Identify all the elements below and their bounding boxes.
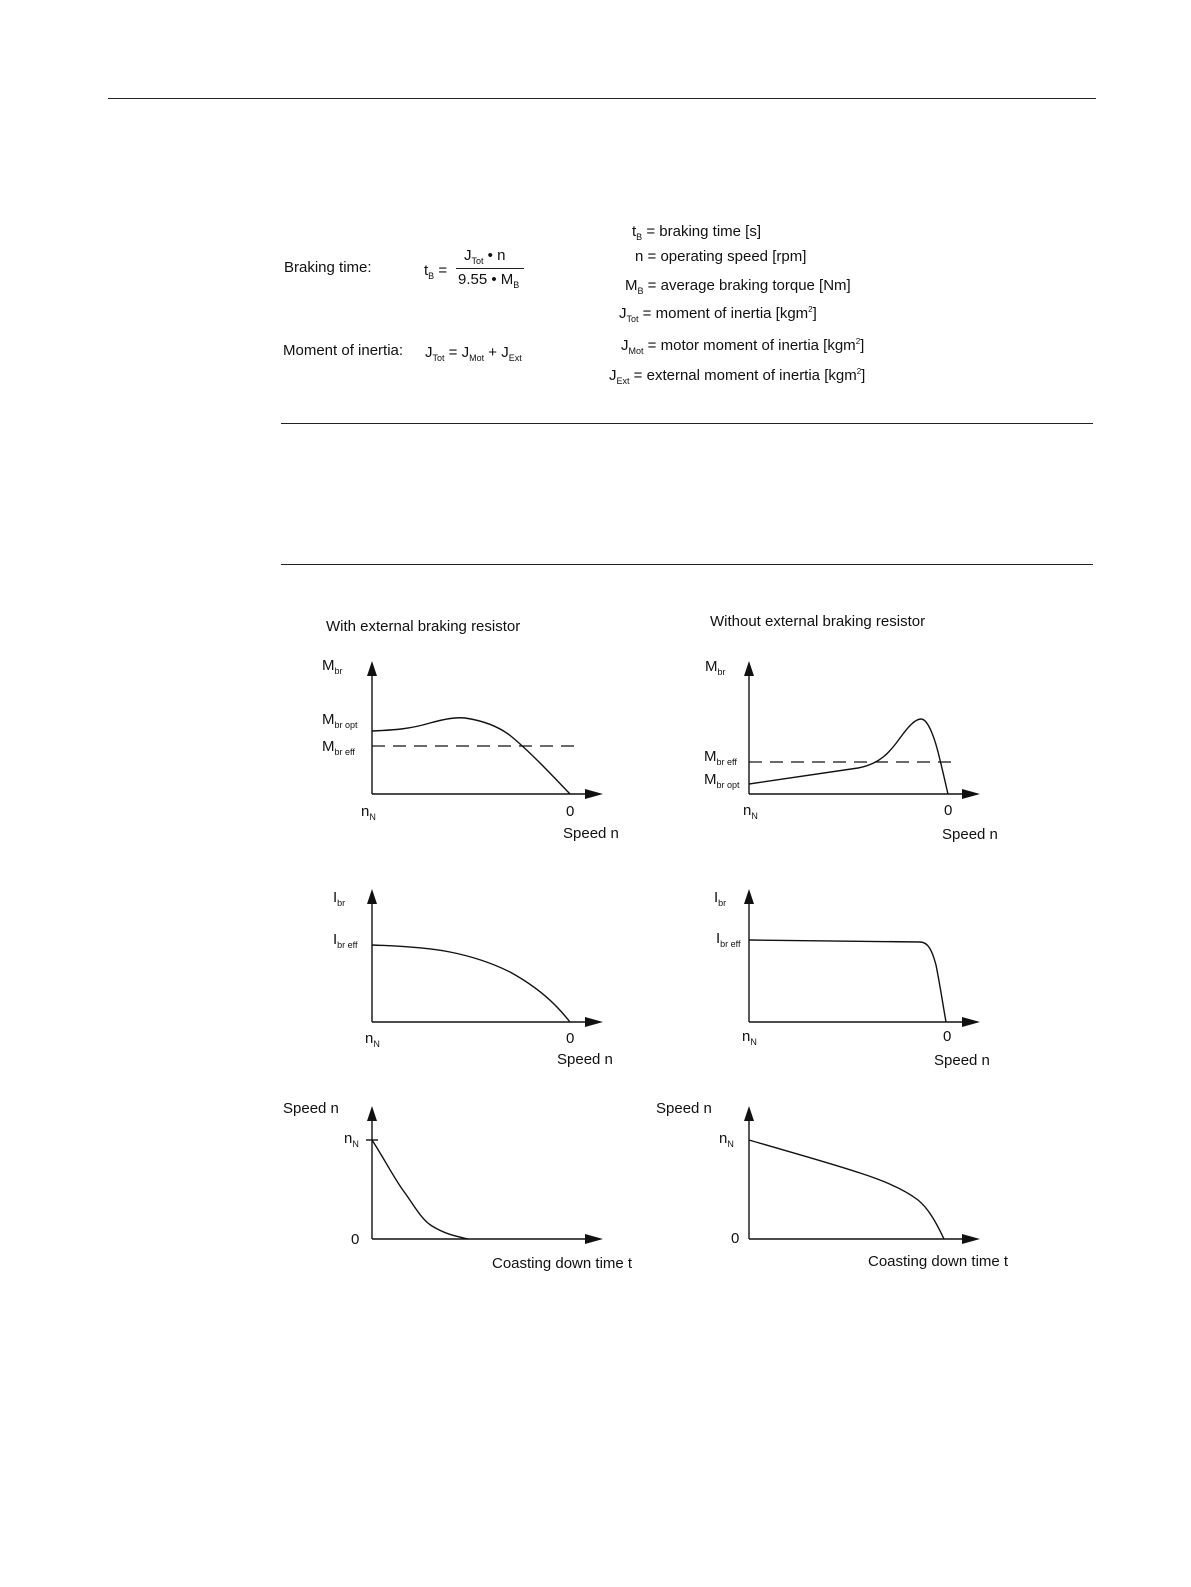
right-torque-speed-label: Speed n xyxy=(942,826,998,843)
legend-close: ] xyxy=(812,305,817,322)
right-speed-zero-label: 0 xyxy=(731,1230,740,1247)
legend-symbol: J xyxy=(621,337,629,354)
i-subscript: br eff xyxy=(720,939,741,949)
m-symbol: M xyxy=(322,711,335,728)
m-symbol: M xyxy=(322,738,335,755)
numerator-sub: Tot xyxy=(471,256,484,266)
m-symbol: M xyxy=(704,771,717,788)
denominator-sub: B xyxy=(513,280,520,290)
legend-symbol: t xyxy=(632,223,637,240)
legend-subscript: B xyxy=(636,232,643,242)
legend-subscript: Ext xyxy=(616,376,630,386)
legend-text: = operating speed [rpm] xyxy=(643,248,807,265)
m-subscript: br xyxy=(334,666,343,676)
tb-equals: = xyxy=(438,262,448,279)
m-subscript: br eff xyxy=(716,757,737,767)
legend-close: ] xyxy=(861,367,866,384)
right-current-speed-label: Speed n xyxy=(934,1052,990,1069)
m-symbol: M xyxy=(322,657,335,674)
n-symbol: n xyxy=(719,1130,728,1147)
n-subscript: N xyxy=(369,812,376,822)
n-symbol: n xyxy=(344,1130,353,1147)
left-speed-zero-label: 0 xyxy=(351,1231,360,1248)
right-column-title: Without external braking resistor xyxy=(710,613,926,630)
i-symbol: I xyxy=(714,889,719,906)
legend-subscript: Mot xyxy=(628,346,644,356)
legend-subscript: B xyxy=(637,286,644,296)
speed-curve xyxy=(749,1140,944,1239)
n-subscript: N xyxy=(727,1139,734,1149)
right-coasting-label: Coasting down time t xyxy=(868,1253,1009,1270)
left-current-zero-label: 0 xyxy=(566,1030,575,1047)
n-subscript: N xyxy=(750,1037,757,1047)
legend-symbol: J xyxy=(619,305,627,322)
legend-close: ] xyxy=(860,337,865,354)
mi-sub-mot: Mot xyxy=(469,353,485,363)
legend-superscript: 2 xyxy=(855,337,861,346)
legend-text: = external moment of inertia [kgm xyxy=(629,367,857,384)
braking-time-label: Braking time: xyxy=(284,259,372,276)
moment-of-inertia-label: Moment of inertia: xyxy=(283,342,404,359)
x-axis-arrow xyxy=(962,1234,980,1244)
right-torque-zero-label: 0 xyxy=(944,802,953,819)
left-coasting-label: Coasting down time t xyxy=(492,1255,633,1272)
m-symbol: M xyxy=(704,748,717,765)
right-speed-axis-label: Speed n xyxy=(656,1100,712,1117)
legend-text: = average braking torque [Nm] xyxy=(643,277,851,294)
i-subscript: br xyxy=(718,898,727,908)
legend-symbol: n xyxy=(635,248,644,265)
n-symbol: n xyxy=(743,802,752,819)
legend-superscript: 2 xyxy=(808,305,813,314)
right-speed-nn-label xyxy=(719,1130,734,1147)
left-torque-zero-label: 0 xyxy=(566,803,575,820)
left-column-title: With external braking resistor xyxy=(326,618,521,635)
tb-symbol: t xyxy=(424,262,429,279)
i-symbol: I xyxy=(716,930,721,947)
numerator-j: J xyxy=(464,247,472,264)
m-subscript: br opt xyxy=(334,720,358,730)
n-subscript: N xyxy=(373,1039,380,1049)
legend-text: = braking time [s] xyxy=(642,223,761,240)
legend-text: = motor moment of inertia [kgm xyxy=(643,337,856,354)
denominator-main: 9.55 • M xyxy=(458,271,514,288)
left-speed-axis-label: Speed n xyxy=(283,1100,339,1117)
legend-symbol: J xyxy=(609,367,617,384)
n-symbol: n xyxy=(365,1030,374,1047)
legend-symbol: M xyxy=(625,277,638,294)
left-torque-speed-label: Speed n xyxy=(563,825,619,842)
legend-superscript: 2 xyxy=(856,367,862,376)
y-axis-arrow xyxy=(744,1106,754,1121)
left-current-speed-label: Speed n xyxy=(557,1051,613,1068)
mi-sub-tot: Tot xyxy=(432,353,445,363)
n-symbol: n xyxy=(361,803,370,820)
i-symbol: I xyxy=(333,931,338,948)
mi-sub-ext: Ext xyxy=(508,353,522,363)
m-subscript: br xyxy=(717,667,726,677)
legend-subscript: Tot xyxy=(626,314,639,324)
m-symbol: M xyxy=(705,658,718,675)
tb-subscript: B xyxy=(428,271,435,281)
n-subscript: N xyxy=(352,1139,359,1149)
numerator-rest: • n xyxy=(483,247,506,264)
i-symbol: I xyxy=(333,889,338,906)
right-current-zero-label: 0 xyxy=(943,1028,952,1045)
mi-j1: J xyxy=(425,344,433,361)
mi-eq: = J xyxy=(444,344,470,361)
m-subscript: br eff xyxy=(334,747,355,757)
n-subscript: N xyxy=(751,811,758,821)
i-subscript: br eff xyxy=(337,940,358,950)
n-symbol: n xyxy=(742,1028,751,1045)
legend-text: = moment of inertia [kgm xyxy=(638,305,809,322)
mi-plus: + J xyxy=(484,344,509,361)
i-subscript: br xyxy=(337,898,346,908)
m-subscript: br opt xyxy=(716,780,740,790)
